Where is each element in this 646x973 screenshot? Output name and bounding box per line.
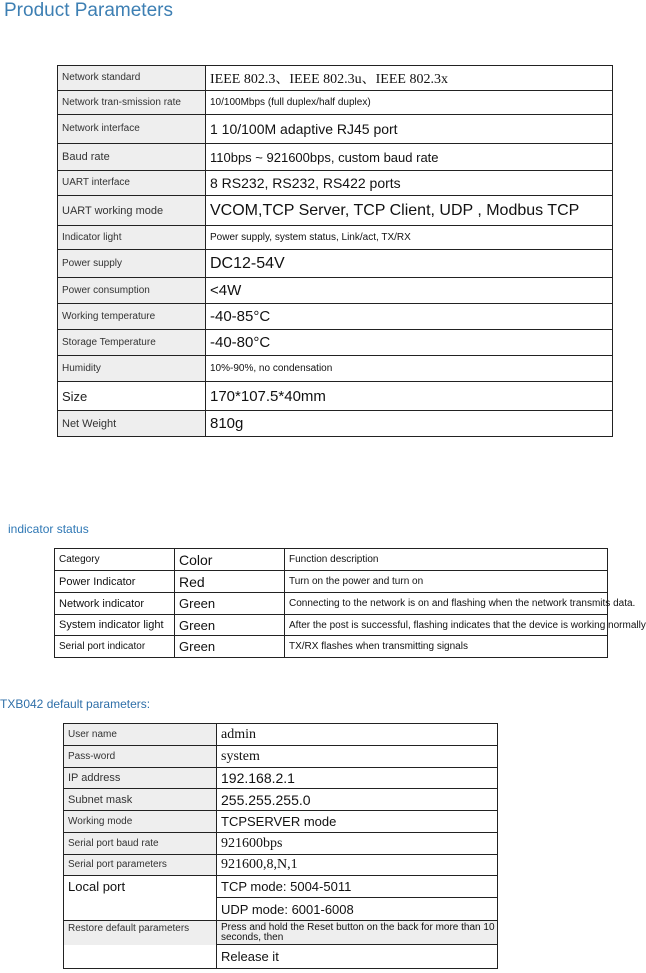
table-row [58,91,613,115]
table-row [58,356,613,382]
product-parameters-table [57,65,613,437]
default-value: system [217,746,498,768]
table-row [64,855,498,876]
param-label: Storage Temperature [58,330,206,356]
indicator-status-heading: indicator status [8,522,89,536]
table-row [64,768,498,789]
indicator-function: Connecting to the network is on and flashing when the network transmits data. [285,593,608,615]
param-value: Power supply, system status, Link/act, TX/RX [206,226,613,250]
table-row [64,724,498,746]
table-row [64,945,498,969]
table-row [58,411,613,437]
param-label: UART working mode [58,196,206,226]
param-value: -40-80°C [206,330,613,356]
param-value: VCOM,TCP Server, TCP Client, UDP , Modbus TCP [206,196,613,226]
param-label: Indicator light [58,226,206,250]
default-label [64,945,217,969]
default-label: Subnet mask [64,789,217,811]
column-header-category: Category [55,549,175,571]
param-value: 170*107.5*40mm [206,382,613,411]
table-row [55,549,608,571]
default-label: Working mode [64,811,217,833]
column-header-function: Function description [285,549,608,571]
param-label: Baud rate [58,144,206,171]
param-label: Size [58,382,206,411]
default-label: Serial port baud rate [64,833,217,855]
indicator-function: After the post is successful, flashing indicates that the device is working normally [285,615,608,636]
table-row [64,898,498,921]
default-parameters-table [63,723,498,969]
indicator-color: Green [175,593,285,615]
table-row [64,746,498,768]
page-title: Product Parameters [4,0,173,21]
indicator-category: System indicator light [55,615,175,636]
default-label: User name [64,724,217,746]
default-value: UDP mode: 6001-6008 [217,898,498,921]
default-value: 921600bps [217,833,498,855]
table-row [58,382,613,411]
param-label: Network interface [58,115,206,144]
table-row [58,278,613,304]
indicator-color: Red [175,571,285,593]
table-row [64,921,498,945]
column-header-color: Color [175,549,285,571]
table-row [55,636,608,658]
table-row [58,115,613,144]
param-value: 1 10/100M adaptive RJ45 port [206,115,613,144]
table-row [55,593,608,615]
table-row [58,171,613,196]
table-row [64,811,498,833]
default-value: TCPSERVER mode [217,811,498,833]
default-label: Restore default parameters [64,921,217,945]
table-row [64,833,498,855]
indicator-category: Power Indicator [55,571,175,593]
param-value: 10%-90%, no condensation [206,356,613,382]
indicator-status-table [54,548,646,658]
default-parameters-heading: TXB042 default parameters: [0,697,151,711]
default-value: 255.255.255.0 [217,789,498,811]
param-label: UART interface [58,171,206,196]
default-label [64,898,217,921]
param-label: Humidity [58,356,206,382]
indicator-category: Serial port indicator [55,636,175,658]
indicator-color: Green [175,615,285,636]
param-value: IEEE 802.3、IEEE 802.3u、IEEE 802.3x [206,66,613,91]
param-label: Power supply [58,250,206,278]
table-row [58,144,613,171]
param-label: Network standard [58,66,206,91]
table-row [64,876,498,898]
param-label: Network tran-smission rate [58,91,206,115]
param-value: DC12-54V [206,250,613,278]
indicator-function: Turn on the power and turn on [285,571,608,593]
table-row [58,250,613,278]
param-value: <4W [206,278,613,304]
indicator-category: Network indicator [55,593,175,615]
indicator-color: Green [175,636,285,658]
default-value: admin [217,724,498,746]
param-value: 810g [206,411,613,437]
table-row [55,615,608,636]
table-row [58,226,613,250]
table-row [55,571,608,593]
default-value: TCP mode: 5004-5011 [217,876,498,898]
default-label: IP address [64,768,217,789]
param-value: 10/100Mbps (full duplex/half duplex) [206,91,613,115]
default-value: 921600,8,N,1 [217,855,498,876]
default-label: Serial port parameters [64,855,217,876]
default-label: Local port [64,876,217,898]
table-row [58,330,613,356]
table-row [64,789,498,811]
param-label: Power consumption [58,278,206,304]
param-label: Net Weight [58,411,206,437]
param-label: Working temperature [58,304,206,330]
param-value: -40-85°C [206,304,613,330]
indicator-function: TX/RX flashes when transmitting signals [285,636,608,658]
table-row [58,66,613,91]
default-value: Release it [217,945,498,969]
param-value: 8 RS232, RS232, RS422 ports [206,171,613,196]
param-value: 110bps ~ 921600bps, custom baud rate [206,144,613,171]
default-value: 192.168.2.1 [217,768,498,789]
table-row [58,196,613,226]
default-value: Press and hold the Reset button on the back for more than 10 seconds, then [217,921,498,945]
default-label: Pass-word [64,746,217,768]
table-row [58,304,613,330]
